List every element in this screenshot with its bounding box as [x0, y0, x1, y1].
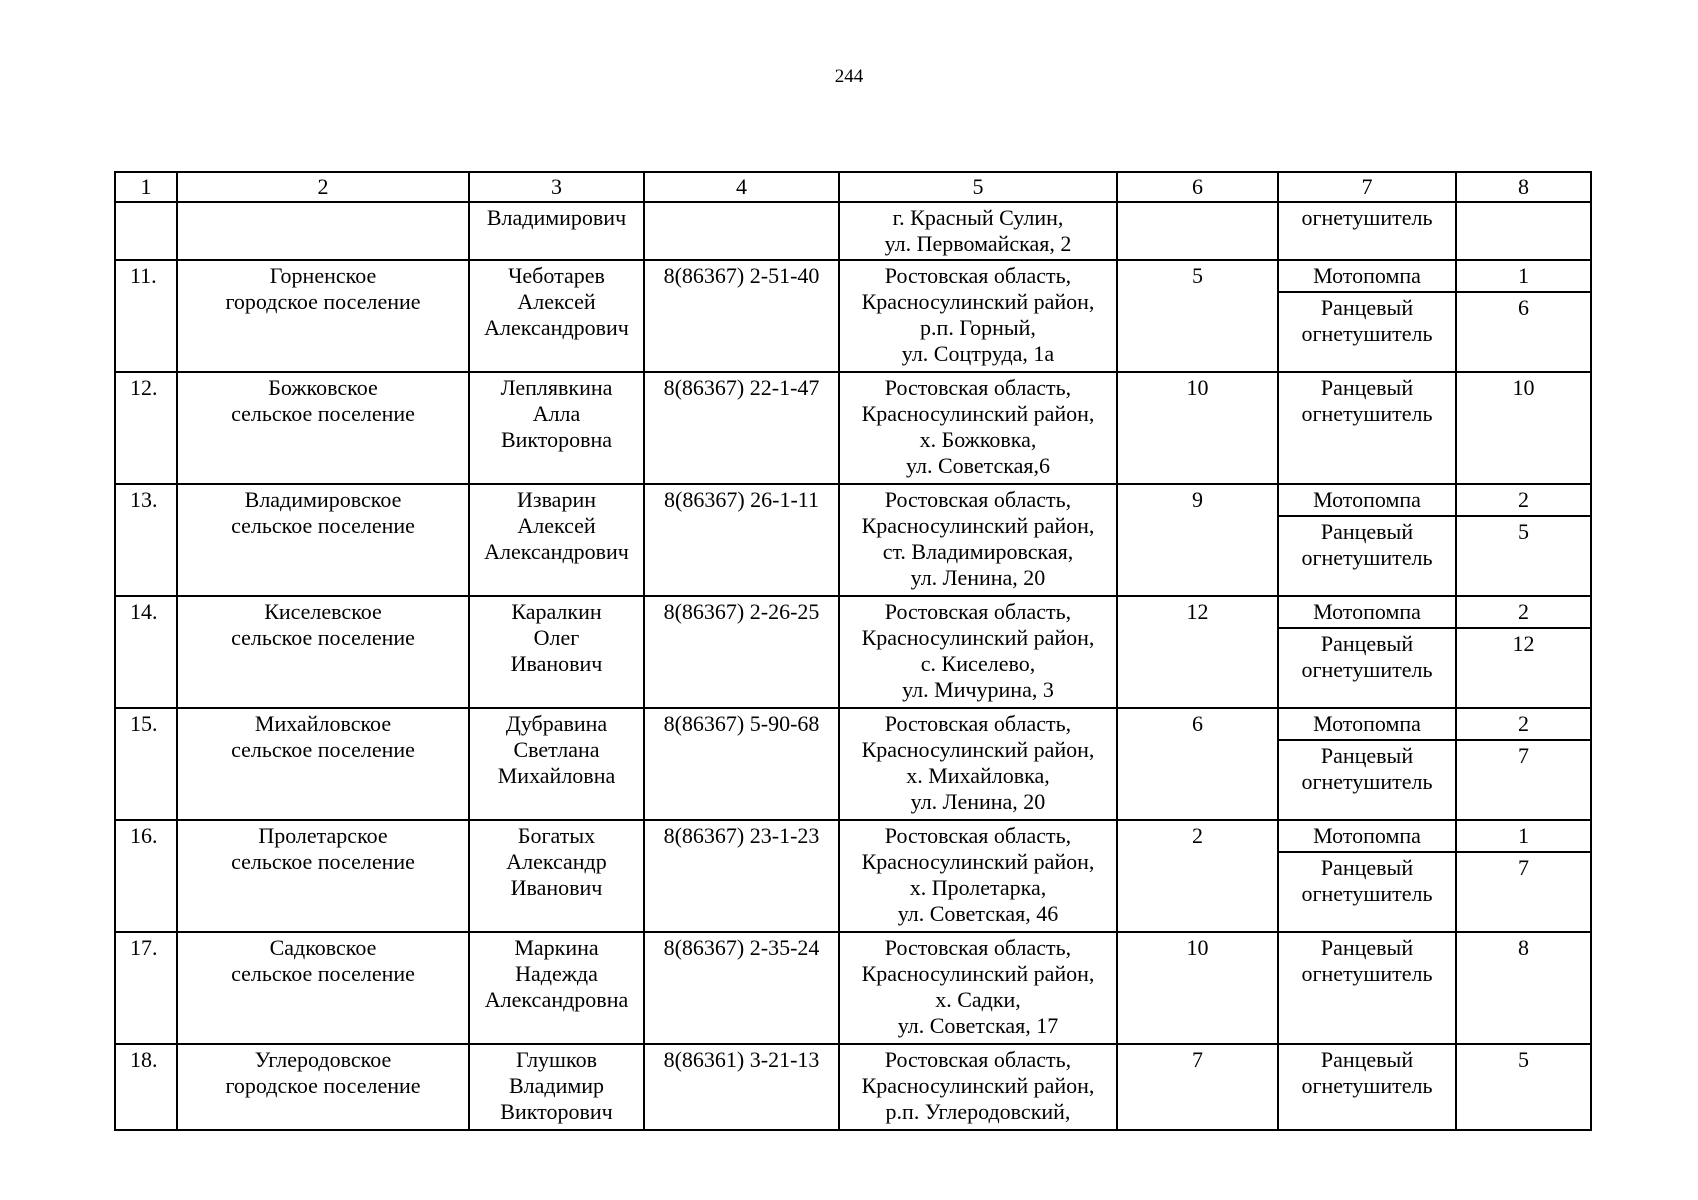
equipment-type-cell: огнетушитель [1278, 202, 1456, 260]
equipment-type-cell: Мотопомпа [1278, 820, 1456, 852]
equipment-type-cell: Мотопомпа [1278, 708, 1456, 740]
row-number-cell: 14. [115, 596, 177, 708]
equipment-qty-cell: 7 [1456, 852, 1591, 932]
settlement-cell: Владимировское сельское поселение [177, 484, 469, 596]
address-cell: Ростовская область, Красносулинский район, х. Пролетарка, ул. Советская, 46 [839, 820, 1117, 932]
table-row [115, 820, 1591, 852]
phone-cell: 8(86367) 23-1-23 [644, 820, 839, 932]
phone-cell: 8(86367) 2-51-40 [644, 260, 839, 372]
equipment-type-cell: Ранцевый огнетушитель [1278, 516, 1456, 596]
count-cell: 7 [1117, 1044, 1278, 1130]
count-cell [1117, 202, 1278, 260]
settlement-cell: Божковское сельское поселение [177, 372, 469, 484]
phone-cell: 8(86367) 22-1-47 [644, 372, 839, 484]
count-cell: 5 [1117, 260, 1278, 372]
equipment-type-cell: Ранцевый огнетушитель [1278, 292, 1456, 372]
settlement-cell [177, 202, 469, 260]
responsible-person-cell: Каралкин Олег Иванович [469, 596, 644, 708]
responsible-person-cell: Владимирович [469, 202, 644, 260]
row-number-cell: 16. [115, 820, 177, 932]
column-number-row [115, 172, 1591, 202]
address-cell: Ростовская область, Красносулинский район, ст. Владимировская, ул. Ленина, 20 [839, 484, 1117, 596]
table-row [115, 708, 1591, 740]
table-row [115, 372, 1591, 484]
equipment-qty-cell: 1 [1456, 260, 1591, 292]
column-number: 1 [115, 172, 177, 202]
fire-equipment-table [114, 171, 1592, 1131]
equipment-type-cell: Мотопомпа [1278, 260, 1456, 292]
column-number: 4 [644, 172, 839, 202]
responsible-person-cell: Леплявкина Алла Викторовна [469, 372, 644, 484]
phone-cell: 8(86367) 2-26-25 [644, 596, 839, 708]
responsible-person-cell: Изварин Алексей Александрович [469, 484, 644, 596]
equipment-type-cell: Ранцевый огнетушитель [1278, 628, 1456, 708]
equipment-qty-cell: 12 [1456, 628, 1591, 708]
equipment-type-cell: Ранцевый огнетушитель [1278, 740, 1456, 820]
responsible-person-cell: Богатых Александр Иванович [469, 820, 644, 932]
page-number: 244 [834, 66, 864, 87]
row-number-cell: 17. [115, 932, 177, 1044]
row-number-cell: 13. [115, 484, 177, 596]
settlement-cell: Садковское сельское поселение [177, 932, 469, 1044]
row-number-cell: 12. [115, 372, 177, 484]
equipment-qty-cell [1456, 202, 1591, 260]
count-cell: 2 [1117, 820, 1278, 932]
responsible-person-cell: Глушков Владимир Викторович [469, 1044, 644, 1130]
count-cell: 10 [1117, 932, 1278, 1044]
responsible-person-cell: Чеботарев Алексей Александрович [469, 260, 644, 372]
equipment-type-cell: Ранцевый огнетушитель [1278, 372, 1456, 484]
column-number: 6 [1117, 172, 1278, 202]
count-cell: 6 [1117, 708, 1278, 820]
column-number: 2 [177, 172, 469, 202]
equipment-qty-cell: 2 [1456, 708, 1591, 740]
settlement-cell: Горненское городское поселение [177, 260, 469, 372]
count-cell: 12 [1117, 596, 1278, 708]
equipment-type-cell: Мотопомпа [1278, 596, 1456, 628]
column-number: 8 [1456, 172, 1591, 202]
phone-cell: 8(86361) 3-21-13 [644, 1044, 839, 1130]
settlement-cell: Киселевское сельское поселение [177, 596, 469, 708]
column-number: 3 [469, 172, 644, 202]
continuation-row [115, 202, 1591, 260]
table-row [115, 596, 1591, 628]
phone-cell [644, 202, 839, 260]
equipment-type-cell: Ранцевый огнетушитель [1278, 932, 1456, 1044]
address-cell: Ростовская область, Красносулинский район, х. Божковка, ул. Советская,6 [839, 372, 1117, 484]
phone-cell: 8(86367) 26-1-11 [644, 484, 839, 596]
equipment-qty-cell: 2 [1456, 484, 1591, 516]
row-number-cell: 15. [115, 708, 177, 820]
table-row [115, 1044, 1591, 1130]
address-cell: Ростовская область, Красносулинский район, с. Киселево, ул. Мичурина, 3 [839, 596, 1117, 708]
phone-cell: 8(86367) 2-35-24 [644, 932, 839, 1044]
row-number-cell [115, 202, 177, 260]
settlement-cell: Пролетарское сельское поселение [177, 820, 469, 932]
address-cell: Ростовская область, Красносулинский район, х. Михайловка, ул. Ленина, 20 [839, 708, 1117, 820]
equipment-qty-cell: 8 [1456, 932, 1591, 1044]
address-cell: г. Красный Сулин, ул. Первомайская, 2 [839, 202, 1117, 260]
table-row [115, 932, 1591, 1044]
equipment-qty-cell: 10 [1456, 372, 1591, 484]
table-row [115, 260, 1591, 292]
settlement-cell: Михайловское сельское поселение [177, 708, 469, 820]
address-cell: Ростовская область, Красносулинский район, х. Садки, ул. Советская, 17 [839, 932, 1117, 1044]
equipment-qty-cell: 7 [1456, 740, 1591, 820]
equipment-qty-cell: 5 [1456, 516, 1591, 596]
table-row [115, 484, 1591, 516]
count-cell: 9 [1117, 484, 1278, 596]
phone-cell: 8(86367) 5-90-68 [644, 708, 839, 820]
address-cell: Ростовская область, Красносулинский район, р.п. Горный, ул. Соцтруда, 1а [839, 260, 1117, 372]
row-number-cell: 11. [115, 260, 177, 372]
equipment-type-cell: Ранцевый огнетушитель [1278, 1044, 1456, 1130]
responsible-person-cell: Дубравина Светлана Михайловна [469, 708, 644, 820]
responsible-person-cell: Маркина Надежда Александровна [469, 932, 644, 1044]
equipment-qty-cell: 1 [1456, 820, 1591, 852]
count-cell: 10 [1117, 372, 1278, 484]
equipment-qty-cell: 6 [1456, 292, 1591, 372]
address-cell: Ростовская область, Красносулинский район, р.п. Углеродовский, [839, 1044, 1117, 1130]
equipment-qty-cell: 5 [1456, 1044, 1591, 1130]
settlement-cell: Углеродовское городское поселение [177, 1044, 469, 1130]
column-number: 7 [1278, 172, 1456, 202]
equipment-qty-cell: 2 [1456, 596, 1591, 628]
row-number-cell: 18. [115, 1044, 177, 1130]
equipment-type-cell: Ранцевый огнетушитель [1278, 852, 1456, 932]
equipment-type-cell: Мотопомпа [1278, 484, 1456, 516]
column-number: 5 [839, 172, 1117, 202]
